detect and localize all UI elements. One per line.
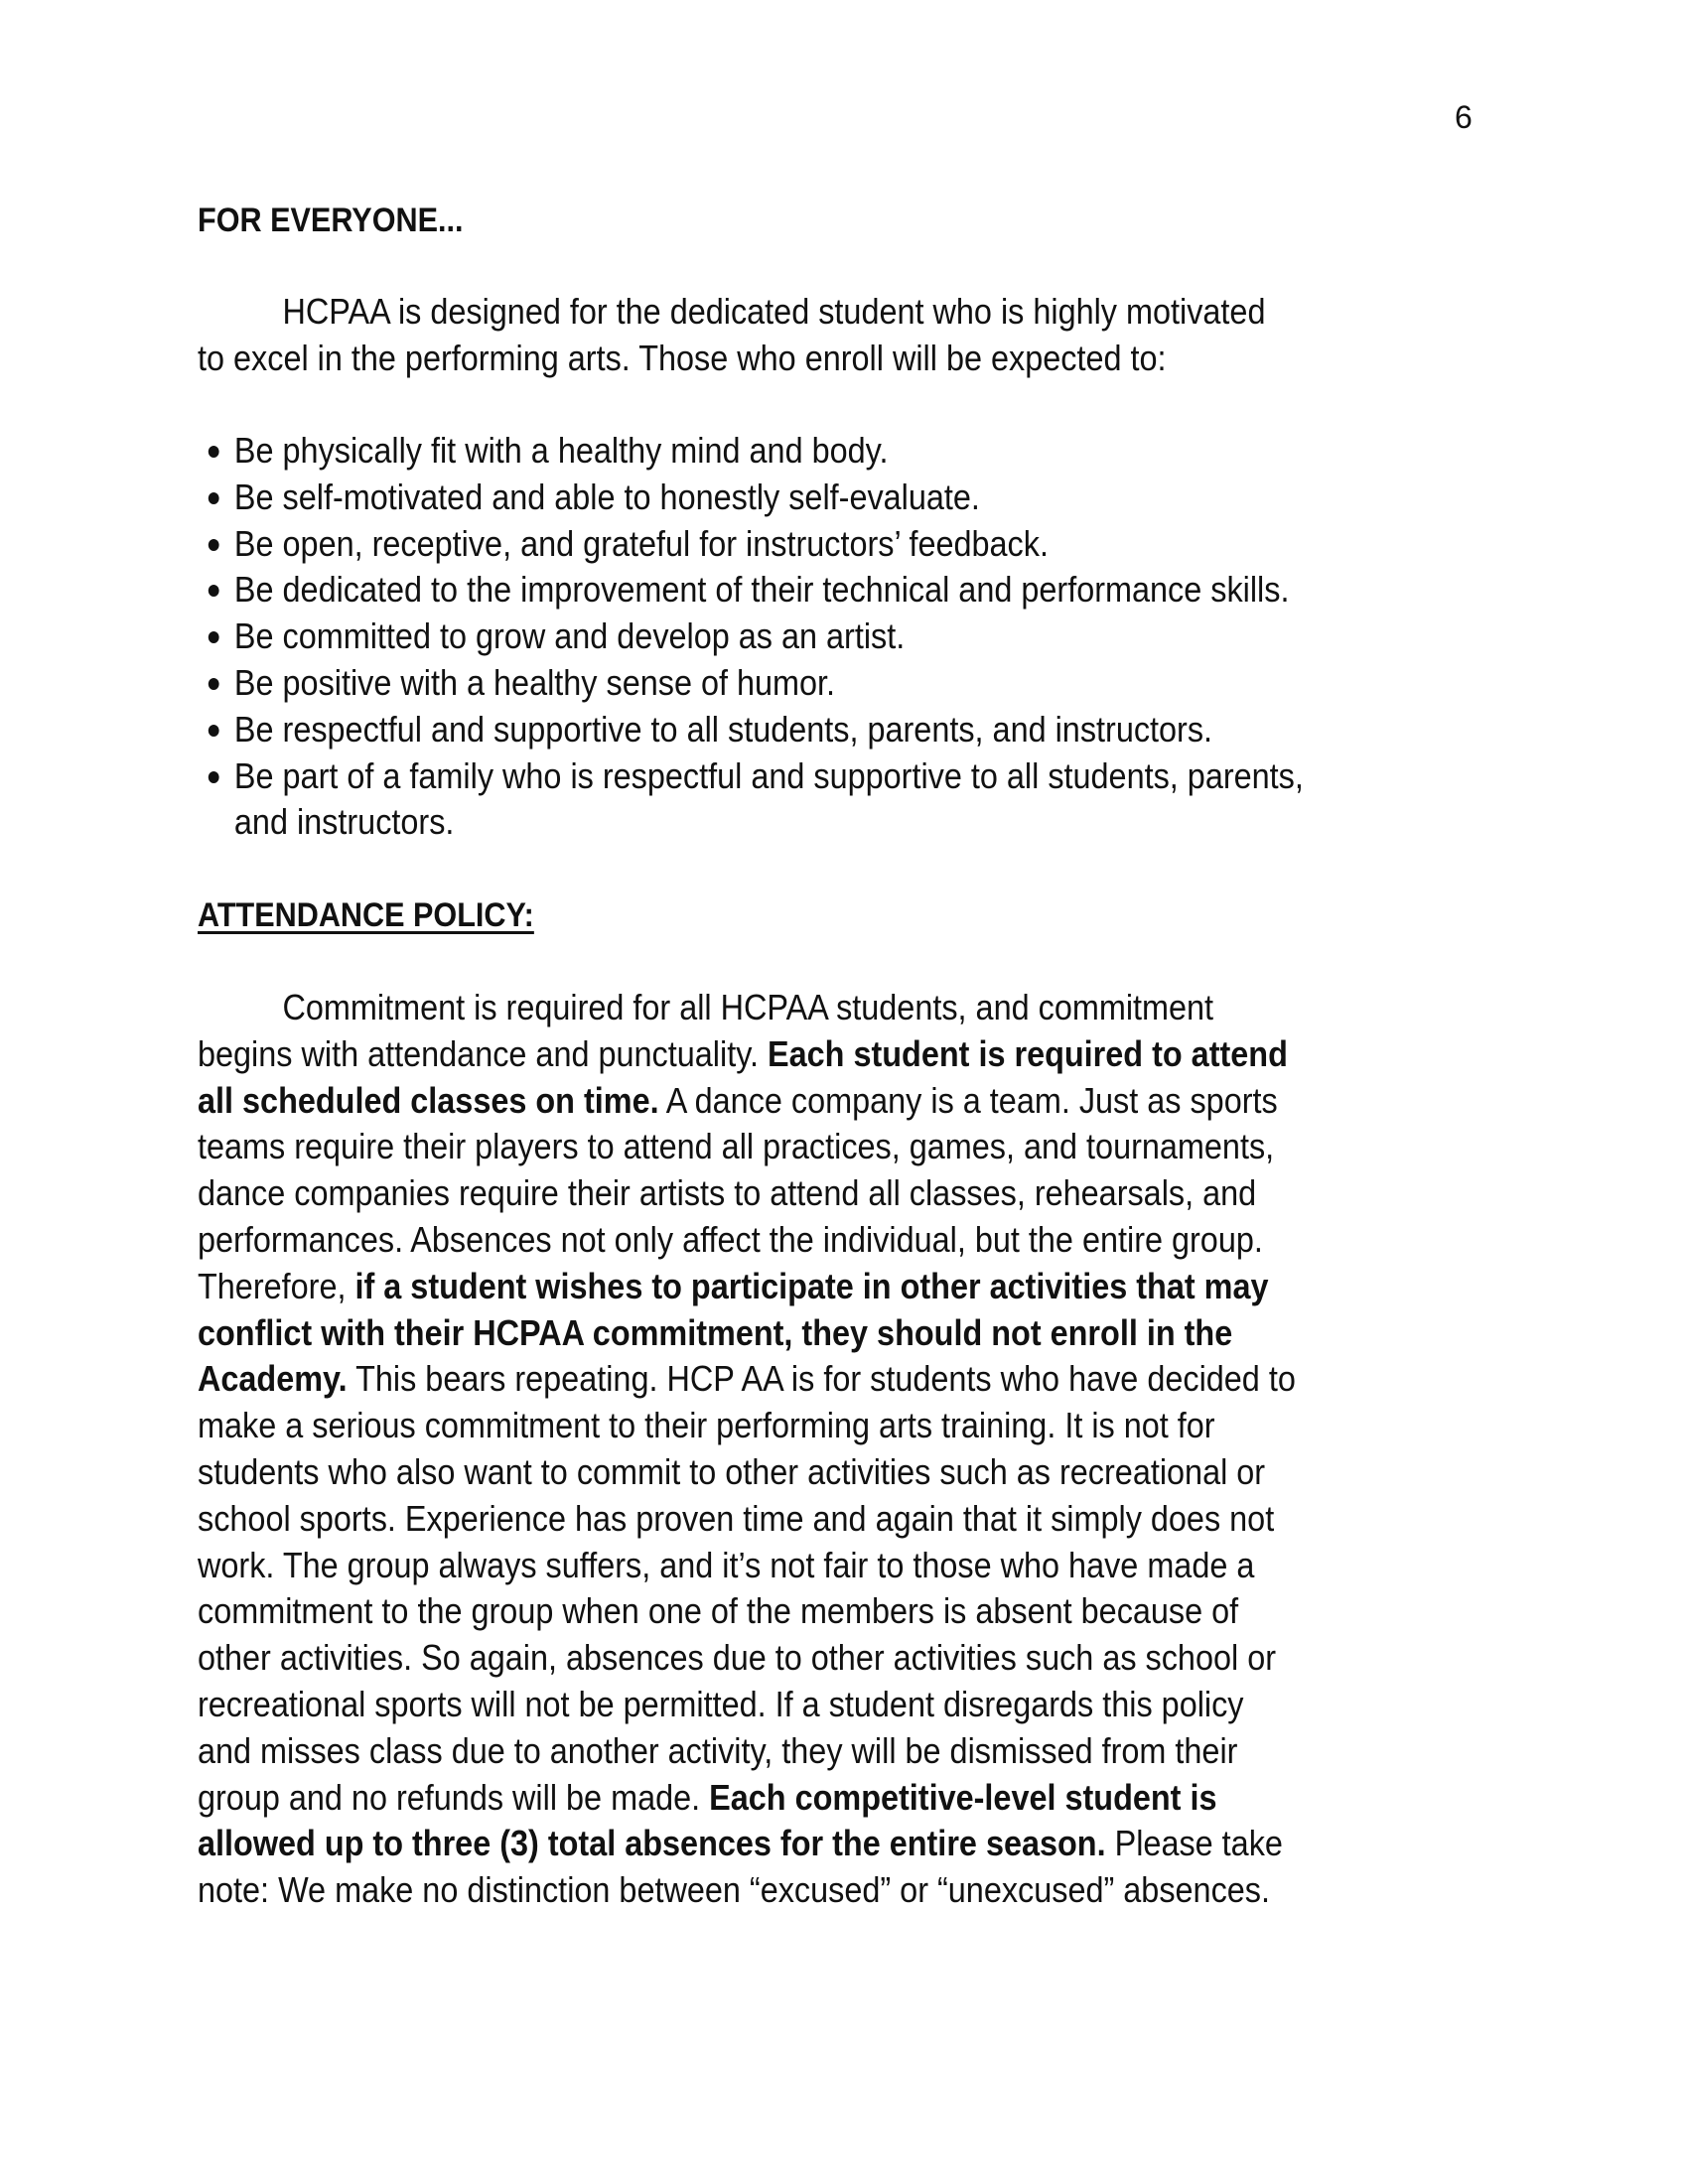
bullet-icon (209, 631, 219, 643)
bullet-icon (209, 539, 219, 551)
section-heading: ATTENDANCE POLICY: (198, 896, 534, 934)
paragraph-line (198, 1217, 1296, 1264)
list-item (198, 521, 1427, 568)
list-item (198, 475, 1427, 521)
list-item-text: and instructors. (233, 801, 455, 843)
bullet-icon (209, 771, 219, 783)
paragraph-line (198, 1728, 1296, 1775)
emphasized-text: Each student is required to attend (768, 1032, 1288, 1074)
paragraph-line (198, 1264, 1296, 1310)
page-number: 6 (1455, 99, 1473, 135)
emphasized-text: Each competitive-level student is (709, 1776, 1217, 1818)
paragraph-line: to excel in the performing arts. Those who enroll will be expected to: (198, 337, 1167, 378)
paragraph-line (198, 1170, 1296, 1217)
paragraph-line (198, 1078, 1296, 1125)
list-item-text: Be physically fit with a healthy mind and body. (233, 430, 889, 471)
list-item (198, 753, 1427, 847)
list-item-text: Be open, receptive, and grateful for instructors’ feedback. (233, 522, 1049, 564)
text-segment: students who also want to commit to other activities such as recreational or (198, 1450, 1266, 1492)
text-segment: Please take (1105, 1823, 1283, 1864)
text-segment: Therefore, (198, 1265, 355, 1306)
text-segment: make a serious commitment to their performing arts training. It is not for (198, 1405, 1215, 1446)
text-segment: teams require their players to attend all practices, games, and tournaments, (198, 1126, 1275, 1167)
text-segment: performances. Absences not only affect the individual, but the entire group. (198, 1218, 1263, 1260)
list-item-line (198, 567, 1304, 614)
emphasized-text: Academy. (198, 1358, 348, 1400)
paragraph-line (198, 1124, 1296, 1170)
list-item-text: Be respectful and supportive to all students, parents, and instructors. (233, 708, 1213, 750)
paragraph-line (198, 1310, 1296, 1357)
list-item (198, 707, 1427, 753)
emphasized-text: if a student wishes to participate in other activities that may (354, 1265, 1269, 1306)
paragraph-line (198, 985, 1296, 1031)
emphasized-text: allowed up to three (3) total absences for the entire season. (198, 1823, 1106, 1864)
text-segment: This bears repeating. HCP AA is for students who have decided to (347, 1358, 1296, 1400)
bullet-icon (209, 446, 219, 458)
text-segment: commitment to the group when one of the members is absent because of (198, 1590, 1239, 1632)
intro-paragraph (198, 289, 1384, 382)
list-item-line (198, 660, 1304, 707)
list-item-line (198, 753, 1304, 800)
list-item-line (198, 475, 1304, 521)
paragraph-line (198, 1821, 1296, 1867)
text-segment: work. The group always suffers, and it’s not fair to those who have made a (198, 1544, 1255, 1585)
paragraph-line (198, 1496, 1296, 1543)
text-segment: recreational sports will not be permitted. If a student disregards this policy (198, 1683, 1244, 1724)
text-segment: and misses class due to another activity, they will be dismissed from their (198, 1729, 1238, 1771)
text-segment: other activities. So again, absences due to other activities such as school or (198, 1637, 1277, 1679)
list-item (198, 614, 1427, 660)
emphasized-text: all scheduled classes on time. (198, 1079, 659, 1121)
section-attendance (198, 892, 572, 939)
paragraph-line (198, 1543, 1296, 1589)
section-for-everyone (198, 198, 492, 244)
text-segment: note: We make no distinction between “excused” or “unexcused” absences. (198, 1869, 1270, 1911)
paragraph-line (198, 1403, 1296, 1449)
text-segment: A dance company is a team. Just as sports (658, 1079, 1278, 1121)
list-item-text: Be self-motivated and able to honestly self-evaluate. (233, 476, 980, 517)
paragraph-line (198, 1775, 1296, 1822)
attendance-paragraph (198, 985, 1418, 1914)
bullet-icon (209, 492, 219, 504)
paragraph-line (198, 1588, 1296, 1635)
paragraph-line: HCPAA is designed for the dedicated student who is highly motivated (282, 291, 1266, 332)
list-item-line (198, 428, 1304, 475)
paragraph-line (198, 1682, 1296, 1728)
list-item (198, 428, 1427, 475)
emphasized-text: conflict with their HCPAA commitment, they should not enroll in the (198, 1311, 1233, 1353)
text-segment: begins with attendance and punctuality. (198, 1032, 769, 1074)
paragraph-line (198, 1635, 1296, 1682)
list-item (198, 660, 1427, 707)
list-item-line (198, 707, 1304, 753)
list-item-text: Be positive with a healthy sense of humor. (233, 661, 836, 703)
bullet-icon (209, 725, 219, 737)
section-heading: FOR EVERYONE... (198, 202, 464, 239)
paragraph-line (198, 1867, 1296, 1914)
list-item-line (198, 614, 1304, 660)
list-item-text: Be committed to grow and develop as an artist. (233, 615, 906, 657)
list-item-line (198, 799, 1304, 846)
text-segment: school sports. Experience has proven time and again that it simply does not (198, 1497, 1275, 1539)
list-item-line (198, 521, 1304, 568)
text-segment: dance companies require their artists to attend all classes, rehearsals, and (198, 1172, 1257, 1214)
paragraph-line (198, 1356, 1296, 1403)
paragraph-line (198, 1031, 1296, 1078)
bullet-icon (209, 585, 219, 597)
text-segment: group and no refunds will be made. (198, 1776, 710, 1818)
bullet-icon (209, 678, 219, 690)
text-segment: Commitment is required for all HCPAA students, and commitment (282, 987, 1214, 1027)
expectations-list (198, 428, 1427, 846)
list-item (198, 567, 1427, 614)
list-item-text: Be dedicated to the improvement of their technical and performance skills. (233, 569, 1290, 611)
paragraph-line (198, 1449, 1296, 1496)
list-item-text: Be part of a family who is respectful and supportive to all students, parents, (233, 754, 1304, 796)
